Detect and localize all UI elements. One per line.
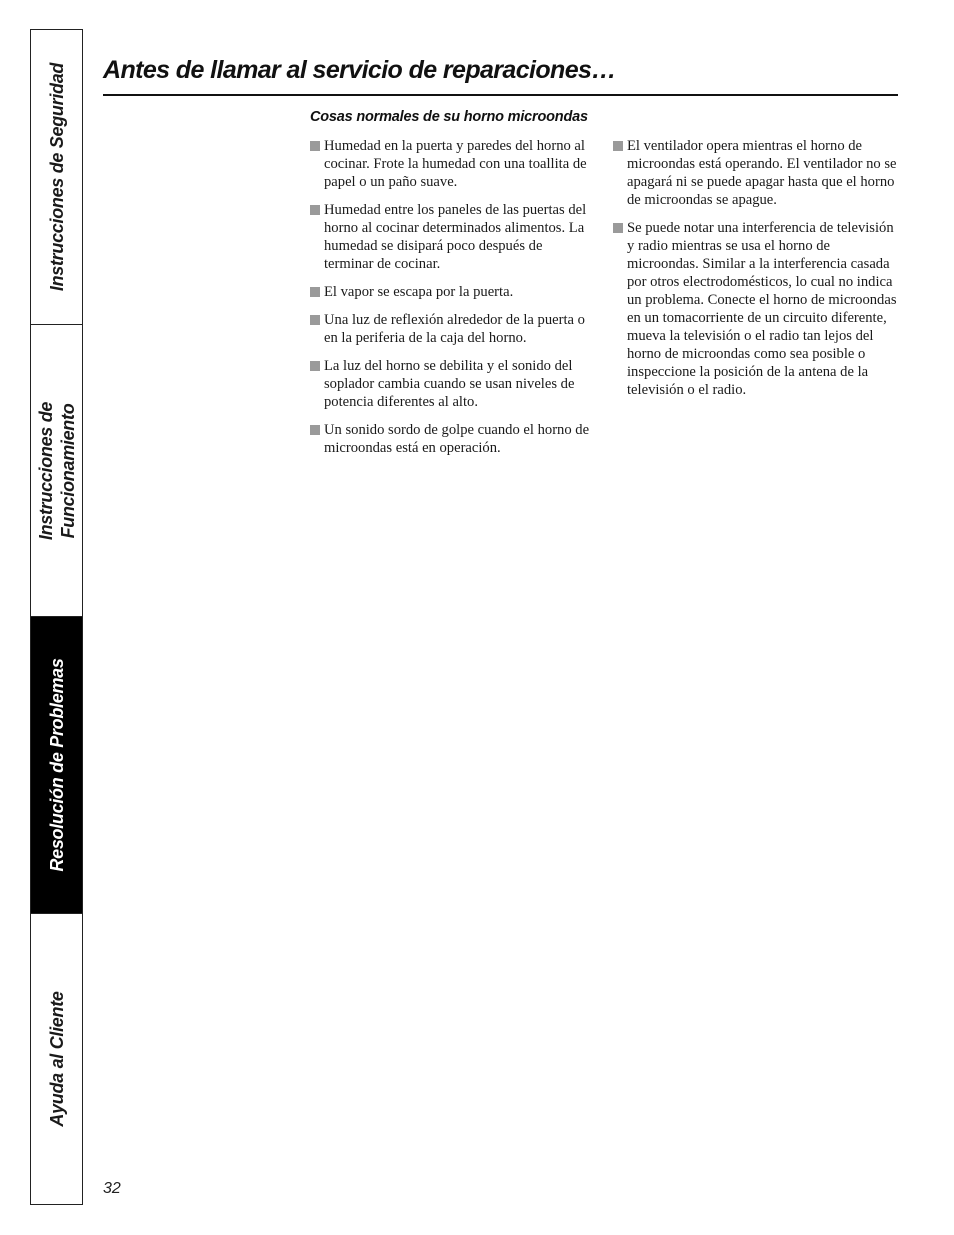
normal-items-left-list xyxy=(310,137,592,467)
tab-instrucciones-funcionamiento[interactable] xyxy=(31,325,82,617)
list-item-text: El vapor se escapa por la puerta. xyxy=(324,284,514,300)
list-item-text: El ventilador opera mientras el horno de microondas está operando. El ventilador no se apagará ni se puede apagar hasta que el horno de microondas se apague. xyxy=(627,138,897,208)
section-heading: Cosas normales de su horno microondas xyxy=(310,109,588,125)
page-title: Antes de llamar al servicio de reparaciones… xyxy=(103,56,616,84)
section-tabs xyxy=(30,29,83,1205)
square-bullet-icon xyxy=(310,141,320,151)
list-item xyxy=(310,283,592,301)
tab-resolucion-problemas[interactable] xyxy=(31,617,82,914)
list-item-text: La luz del horno se debilita y el sonido del soplador cambia cuando se usan niveles de potencia diferentes al alto. xyxy=(324,358,575,410)
list-item xyxy=(613,219,903,399)
list-item xyxy=(310,421,592,457)
list-item xyxy=(310,357,592,411)
list-item xyxy=(310,137,592,191)
list-item-text: Una luz de reflexión alrededor de la puerta o en la periferia de la caja del horno. xyxy=(324,312,585,346)
square-bullet-icon xyxy=(613,141,623,151)
square-bullet-icon xyxy=(310,315,320,325)
title-divider xyxy=(103,94,898,96)
list-item-text: Un sonido sordo de golpe cuando el horno de microondas está en operación. xyxy=(324,422,590,456)
square-bullet-icon xyxy=(613,223,623,233)
list-item xyxy=(613,137,903,209)
tab-label: Resolución de Problemas xyxy=(46,658,67,872)
tab-ayuda-cliente[interactable] xyxy=(31,914,82,1204)
list-item xyxy=(310,201,592,273)
square-bullet-icon xyxy=(310,425,320,435)
square-bullet-icon xyxy=(310,205,320,215)
tab-instrucciones-seguridad[interactable] xyxy=(31,30,82,325)
list-item-text: Se puede notar una interferencia de televisión y radio mientras se usa el horno de microondas. Similar a la interferencia casada por otros electrodomésticos, lo cual no indica un problema. Conecte el horno de microondas en un tomacorriente de un circuito diferente, mueva la televisión o el radio tan lejos del horno de microondas como sea posible o inspeccione la posición de la antena de la televisión o el radio. xyxy=(627,220,897,398)
square-bullet-icon xyxy=(310,361,320,371)
tab-label: Instrucciones de Seguridad xyxy=(46,62,67,292)
tab-label: Ayuda al Cliente xyxy=(46,991,67,1127)
tab-label: Instrucciones de Funcionamiento xyxy=(35,401,78,540)
list-item xyxy=(310,311,592,347)
square-bullet-icon xyxy=(310,287,320,297)
normal-items-right-list xyxy=(613,137,903,409)
list-item-text: Humedad en la puerta y paredes del horno al cocinar. Frote la humedad con una toallita de papel o un paño suave. xyxy=(324,138,587,190)
page-number: 32 xyxy=(103,1180,121,1197)
list-item-text: Humedad entre los paneles de las puertas del horno al cocinar determinados alimentos. La humedad se disipará poco después de terminar de cocinar. xyxy=(324,202,587,272)
